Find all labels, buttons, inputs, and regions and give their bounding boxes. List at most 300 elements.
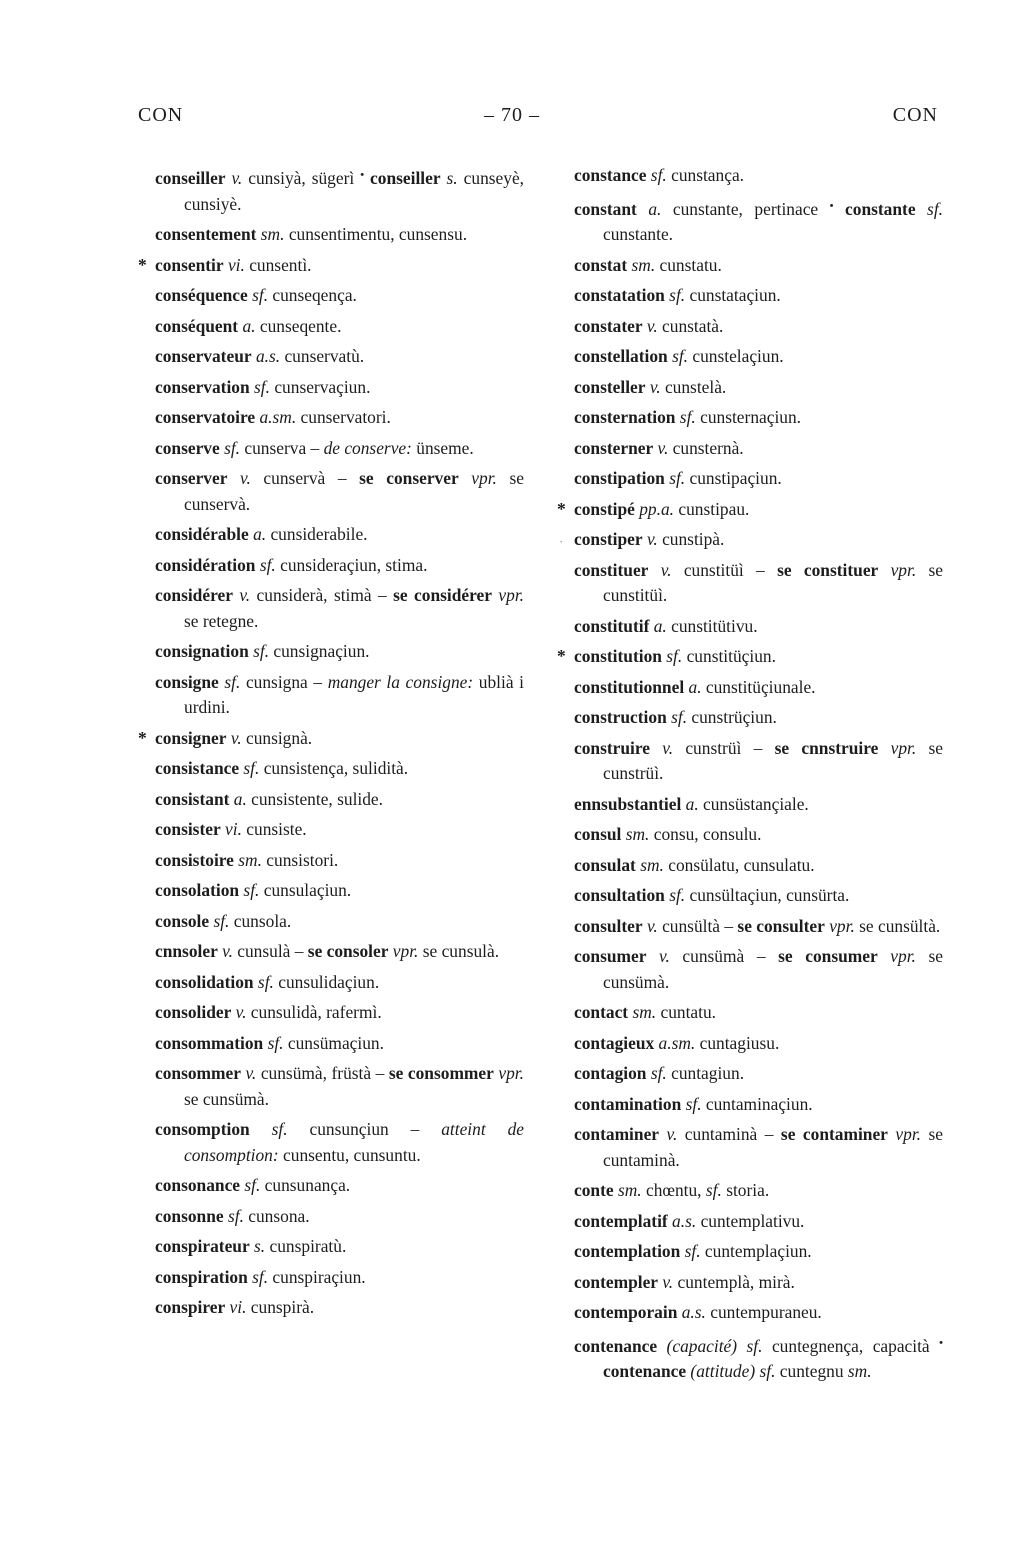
grammar-label: vpr.: [824, 915, 855, 936]
grammar-label: v.: [231, 1002, 247, 1022]
headword: consister: [155, 819, 221, 839]
dictionary-entry: [138, 1173, 524, 1199]
translation-text: cunsulà –: [232, 941, 308, 961]
headword: consigner: [155, 727, 227, 748]
translation-text: cunspiraçiun.: [268, 1266, 366, 1287]
translation-text: cunsistori.: [261, 849, 339, 870]
translation-text: cunsistente, sulide.: [246, 788, 384, 809]
headword: consonne: [155, 1205, 224, 1226]
translation-text: cunsignà.: [241, 727, 313, 748]
headword: se consoler: [307, 941, 389, 961]
grammar-label: sm.: [613, 1180, 642, 1200]
translation-text: cunsigna –: [240, 671, 328, 692]
grammar-label: v.: [217, 941, 233, 961]
translation-text: cunservatori.: [296, 407, 391, 427]
grammar-label: sf.: [664, 468, 686, 488]
grammar-label: a.s.: [677, 1302, 706, 1322]
translation-text: ünseme.: [411, 437, 474, 458]
margin-dot: ·: [559, 534, 564, 549]
grammar-label: pp.a.: [634, 498, 675, 519]
dictionary-entry: [138, 1000, 524, 1026]
translation-text: cunstatu.: [655, 254, 722, 275]
translation-text: cuntegnença, capacità: [762, 1335, 940, 1356]
dictionary-entry: [138, 436, 524, 462]
homonym-separator: •: [360, 169, 365, 181]
grammar-label: sf.: [263, 1032, 284, 1053]
grammar-label: a.sm.: [654, 1032, 696, 1053]
grammar-label: v.: [648, 559, 672, 580]
headword: contamination: [574, 1093, 682, 1114]
headword: construction: [574, 707, 667, 727]
translation-text: cunservà –: [250, 468, 360, 488]
translation-text: se cunsümà.: [603, 946, 943, 992]
dictionary-entry: [557, 675, 943, 701]
dictionary-entry: [138, 670, 524, 721]
column-right: [557, 163, 943, 1390]
translation-text: cunstante.: [603, 224, 674, 244]
homonym-separator: •: [829, 199, 834, 212]
grammar-label: atteint de consomption:: [184, 1119, 525, 1165]
dictionary-entry: [557, 1209, 943, 1235]
headword: consterner: [574, 437, 654, 458]
headword: contempler: [574, 1271, 659, 1292]
grammar-label: sm.: [635, 854, 664, 875]
translation-text: cunsideraçiun, stima.: [275, 554, 428, 575]
translation-text: cunstatà.: [657, 315, 724, 336]
translation-text: cuntaminaçiun.: [701, 1093, 813, 1114]
dictionary-entry: [557, 163, 943, 189]
translation-text: cunsentì.: [244, 254, 312, 275]
headword: consolider: [155, 1002, 232, 1022]
translation-text: cunsümà –: [669, 946, 779, 966]
translation-text: cuntempuraneu.: [705, 1302, 822, 1322]
page-header: [0, 104, 1024, 132]
translation-text: ublià i urdini.: [184, 671, 524, 717]
grammar-label: sf.: [666, 707, 688, 727]
headword: contenance: [574, 1335, 658, 1356]
grammar-label: (capacité) sf.: [657, 1335, 763, 1356]
headword: consistant: [155, 788, 230, 809]
dictionary-entry: [138, 375, 524, 401]
dictionary-entry: [557, 466, 943, 492]
headword: consonance: [155, 1175, 241, 1195]
grammar-label: sm.: [621, 824, 650, 844]
dictionary-entry: [557, 375, 943, 401]
headword: consternation: [574, 407, 676, 427]
dictionary-entry: [138, 970, 524, 996]
dictionary-entry: [138, 909, 524, 935]
dictionary-entry: [557, 883, 943, 909]
headword: constant: [574, 198, 637, 219]
grammar-label: sf.: [661, 646, 683, 666]
dictionary-entry: [557, 1092, 943, 1118]
headword: conseiller: [364, 168, 441, 188]
translation-text: chœntu,: [641, 1180, 706, 1200]
dictionary-entry: [138, 1234, 524, 1260]
translation-text: cunstrüçiun.: [687, 707, 777, 727]
grammar-label: a.s.: [251, 346, 281, 366]
grammar-label: vi.: [223, 254, 245, 275]
translation-text: cuntegnu: [775, 1361, 848, 1381]
dictionary-entry: [557, 194, 943, 248]
grammar-label: v.: [642, 915, 658, 936]
dictionary-entry: [557, 614, 943, 640]
dictionary-entry: [557, 344, 943, 370]
dictionary-entry: [138, 1204, 524, 1230]
headword: conséquent: [155, 315, 239, 336]
headword: construire: [574, 737, 650, 758]
translation-text: cunstrüì –: [673, 737, 775, 758]
dictionary-entry: [557, 1061, 943, 1087]
translation-text: cunstipà.: [657, 529, 725, 549]
grammar-label: a.: [229, 788, 247, 809]
dictionary-entry: [138, 1265, 524, 1291]
translation-text: cunstelà.: [660, 376, 727, 397]
grammar-label: (attitude) sf.: [686, 1361, 776, 1381]
headword: conspiration: [155, 1266, 248, 1287]
headword: contemplation: [574, 1241, 681, 1261]
headword: contact: [574, 1002, 629, 1022]
headword: constatation: [574, 285, 665, 305]
grammar-label: s.: [440, 168, 458, 188]
translation-text: cuntaminà –: [677, 1124, 781, 1144]
grammar-label: a.s.: [667, 1210, 697, 1231]
translation-text: cunstitüì –: [671, 559, 778, 580]
homonym-asterisk: *: [138, 254, 147, 275]
grammar-label: v.: [642, 315, 658, 336]
headword: contemplatif: [574, 1210, 668, 1231]
translation-text: cunstipau.: [674, 498, 750, 519]
grammar-label: v.: [225, 168, 243, 188]
headword: contaminer: [574, 1124, 660, 1144]
grammar-label: sf.: [239, 880, 260, 900]
text-columns: [138, 163, 943, 1390]
headword: console: [155, 910, 210, 931]
grammar-label: sf.: [218, 671, 241, 692]
translation-text: cuntemplaçiun.: [700, 1241, 812, 1261]
headword: considérable: [155, 524, 249, 544]
headword: consistoire: [155, 849, 234, 870]
dictionary-entry: [138, 1117, 524, 1168]
dictionary-entry: [138, 939, 524, 965]
grammar-label: v.: [642, 529, 658, 549]
grammar-label: vpr.: [388, 941, 419, 961]
grammar-label: sf.: [249, 1119, 288, 1139]
headword: consolidation: [155, 971, 254, 992]
headword: consigne: [155, 671, 219, 692]
dictionary-entry: [557, 314, 943, 340]
dictionary-entry: [557, 914, 943, 940]
dictionary-entry: [138, 222, 524, 248]
dictionary-entry: [557, 527, 943, 553]
grammar-label: v.: [646, 946, 670, 966]
grammar-label: sf.: [675, 407, 696, 427]
translation-text: cunstitütivu.: [666, 615, 758, 636]
page-number: – 70 –: [484, 104, 540, 126]
headword: constituer: [574, 559, 649, 580]
translation-text: cunstança.: [666, 165, 745, 185]
headword: consteller: [574, 376, 646, 397]
headword: se considérer: [393, 585, 492, 605]
grammar-label: de conserve:: [323, 437, 412, 458]
translation-text: se cunstrüì.: [603, 737, 944, 783]
dictionary-entry: [138, 848, 524, 874]
translation-text: cunsulidaçiun.: [273, 971, 380, 992]
headword: cnnsoler: [155, 941, 218, 961]
dictionary-entry: [138, 639, 524, 665]
translation-text: cunspirà.: [246, 1297, 315, 1317]
headword: se constituer: [777, 559, 879, 580]
headword: consignation: [155, 641, 249, 661]
headword: consentir: [155, 254, 224, 275]
dictionary-entry: [557, 792, 943, 818]
dictionary-entry: [557, 497, 943, 523]
dictionary-entry: [557, 736, 943, 787]
dictionary-entry: [138, 787, 524, 813]
grammar-label: v.: [232, 585, 251, 605]
grammar-label: a.: [248, 524, 267, 544]
translation-text: cunservatù.: [280, 346, 365, 366]
translation-text: cunsentimentu, cunsensu.: [284, 224, 468, 244]
grammar-label: v.: [645, 376, 661, 397]
dictionary-entry: [138, 253, 524, 279]
translation-text: cunsola.: [229, 910, 292, 931]
headword: constiper: [574, 529, 643, 549]
dictionary-entry: [138, 1295, 524, 1321]
dictionary-entry: [557, 1031, 943, 1057]
translation-text: cunsüstançiale.: [698, 793, 809, 814]
headword: consolation: [155, 880, 240, 900]
translation-text: cunsültaçiun, cunsürta.: [685, 885, 850, 905]
translation-text: cunspiratù.: [265, 1236, 347, 1256]
dictionary-entry: [557, 1239, 943, 1265]
headword: se contaminer: [780, 1124, 888, 1144]
translation-text: cunstitüçiunale.: [701, 676, 816, 697]
translation-text: cuntagiusu.: [695, 1032, 780, 1053]
dictionary-entry: [557, 436, 943, 462]
translation-text: se cuntaminà.: [603, 1124, 943, 1170]
translation-text: se cunsümà.: [184, 1088, 270, 1109]
grammar-label: sf.: [681, 1093, 702, 1114]
translation-text: cuntatu.: [656, 1002, 717, 1022]
headword: consomption: [155, 1119, 250, 1139]
headword: constellation: [574, 346, 668, 366]
headword: constater: [574, 315, 643, 336]
translation-text: consülatu, cunsulatu.: [663, 854, 815, 875]
guide-word-right: CON: [892, 104, 938, 126]
headword: consentement: [155, 224, 257, 244]
translation-text: cunsistença, sulidità.: [259, 758, 409, 778]
headword: consommer: [155, 1063, 241, 1083]
dictionary-entry: [138, 1031, 524, 1057]
translation-text: cunsona.: [243, 1205, 310, 1226]
grammar-label: v.: [658, 1271, 674, 1292]
headword: consommation: [155, 1032, 264, 1053]
dictionary-entry: [557, 405, 943, 431]
grammar-label: a.: [649, 615, 667, 636]
headword: conseiller: [155, 168, 226, 188]
grammar-label: sf.: [248, 641, 270, 661]
headword: se conserver: [359, 468, 459, 488]
headword: conservateur: [155, 346, 252, 366]
translation-text: cunseqença.: [268, 285, 357, 305]
grammar-label: sf.: [249, 376, 270, 397]
dictionary-entry: [138, 817, 524, 843]
grammar-label: sf.: [915, 198, 944, 219]
grammar-label: a.sm.: [255, 407, 297, 427]
headword: conte: [574, 1180, 614, 1200]
grammar-label: sf.: [646, 165, 667, 185]
grammar-label: v.: [653, 437, 669, 458]
grammar-label: sf.: [705, 1180, 722, 1200]
dictionary-entry: [138, 583, 524, 634]
translation-text: cunsulaçiun.: [259, 880, 352, 900]
grammar-label: v.: [226, 727, 242, 748]
grammar-label: sm.: [628, 1002, 657, 1022]
translation-text: se cunsulà.: [418, 941, 500, 961]
headword: conserver: [155, 468, 228, 488]
grammar-label: a.: [636, 198, 662, 219]
translation-text: consu, consulu.: [649, 824, 762, 844]
grammar-label: a.: [681, 793, 699, 814]
headword: constitutionnel: [574, 676, 685, 697]
headword: conservation: [155, 376, 250, 397]
headword: constance: [574, 165, 647, 185]
grammar-label: sf.: [667, 346, 689, 366]
dictionary-entry: [557, 644, 943, 670]
guide-word-left: CON: [138, 104, 184, 126]
dictionary-entry: [557, 283, 943, 309]
headword: se consommer: [388, 1063, 494, 1083]
dictionary-entry: [557, 1178, 943, 1204]
headword: considérer: [155, 585, 233, 605]
grammar-label: vi.: [220, 819, 242, 839]
dictionary-entry: [138, 522, 524, 548]
dictionary-entry: [557, 822, 943, 848]
dictionary-entry: [557, 853, 943, 879]
headword: ennsubstantiel: [574, 793, 682, 814]
translation-text: cunstelaçiun.: [688, 346, 784, 366]
dictionary-entry: [557, 1300, 943, 1326]
grammar-label: sf.: [240, 1175, 261, 1195]
grammar-label: vpr.: [491, 585, 525, 605]
grammar-label: vpr.: [878, 559, 917, 580]
grammar-label: vpr.: [493, 1063, 524, 1083]
translation-text: cunstante, pertinace: [661, 198, 830, 219]
headword: conservatoire: [155, 407, 256, 427]
grammar-label: sf.: [646, 1063, 667, 1083]
headword: consultation: [574, 885, 665, 905]
translation-text: cunsternaçiun.: [695, 407, 802, 427]
grammar-label: sf.: [209, 910, 230, 931]
dictionary-entry: [557, 944, 943, 995]
grammar-label: vi.: [225, 1297, 247, 1317]
headword: se consulter: [737, 915, 825, 936]
translation-text: cunsiderà, stimà –: [250, 585, 394, 605]
grammar-label: sf.: [219, 437, 241, 458]
dictionary-entry: [138, 163, 524, 217]
headword: constitution: [574, 646, 662, 666]
dictionary-entry: [138, 283, 524, 309]
headword: consumer: [574, 946, 647, 966]
dictionary-entry: [138, 466, 524, 517]
dictionary-entry: [138, 756, 524, 782]
grammar-label: s.: [249, 1236, 266, 1256]
homonym-asterisk: *: [138, 727, 147, 748]
headword: constipé: [574, 498, 635, 519]
dictionary-entry: [138, 878, 524, 904]
translation-text: se cunstitüì.: [603, 559, 944, 605]
headword: se cnnstruire: [774, 737, 879, 758]
translation-text: cunstipaçiun.: [685, 468, 782, 488]
grammar-label: vpr.: [887, 1124, 922, 1144]
translation-text: cunsiyà, sügerì: [242, 168, 361, 188]
grammar-label: v.: [227, 468, 251, 488]
grammar-label: vpr.: [877, 946, 916, 966]
translation-text: cunseyè, cunsiyè.: [184, 168, 525, 214]
headword: contemporain: [574, 1302, 678, 1322]
dictionary-entry: [557, 558, 943, 609]
headword: consulat: [574, 854, 636, 875]
dictionary-entry: [557, 1331, 943, 1385]
translation-text: cuntemplativu.: [696, 1210, 805, 1231]
grammar-label: sf.: [680, 1241, 701, 1261]
headword: constante: [833, 198, 916, 219]
grammar-label: sf.: [239, 758, 260, 778]
headword: conspirer: [155, 1297, 226, 1317]
dictionary-entry: [138, 344, 524, 370]
dictionary-entry: [138, 314, 524, 340]
dictionary-entry: [557, 253, 943, 279]
translation-text: cuntagiun.: [666, 1063, 745, 1083]
grammar-label: sf.: [664, 285, 686, 305]
headword: constipation: [574, 468, 665, 488]
translation-text: cuntemplà, mirà.: [673, 1271, 795, 1292]
translation-text: cunsümaçiun.: [283, 1032, 384, 1053]
translation-text: cunsiderabile.: [266, 524, 368, 544]
column-left: [138, 163, 524, 1390]
grammar-label: sm.: [233, 849, 262, 870]
dictionary-entry: [557, 1000, 943, 1026]
dictionary-entry: [138, 553, 524, 579]
grammar-label: v.: [240, 1063, 257, 1083]
headword: conserve: [155, 437, 220, 458]
homonym-asterisk: *: [557, 498, 566, 519]
translation-text: cunserva –: [240, 437, 324, 458]
translation-text: cunsentu, cunsuntu.: [278, 1144, 421, 1165]
translation-text: storia.: [721, 1180, 770, 1200]
translation-text: se cunservà.: [184, 468, 525, 514]
homonym-separator: •: [939, 1336, 943, 1349]
grammar-label: v.: [650, 737, 674, 758]
headword: consulter: [574, 915, 643, 936]
grammar-label: sf.: [664, 885, 686, 905]
headword: contenance: [603, 1361, 687, 1381]
headword: constat: [574, 254, 628, 275]
headword: conspirateur: [155, 1236, 250, 1256]
translation-text: cunsiste.: [241, 819, 307, 839]
translation-text: cunservaçiun.: [269, 376, 371, 397]
grammar-label: v.: [659, 1124, 678, 1144]
translation-text: se retegne.: [184, 610, 259, 631]
grammar-label: sm.: [847, 1361, 872, 1381]
headword: se consumer: [778, 946, 878, 966]
grammar-label: sm.: [256, 224, 285, 244]
grammar-label: sf.: [247, 285, 269, 305]
translation-text: cunstataçiun.: [685, 285, 781, 305]
headword: conséquence: [155, 285, 248, 305]
grammar-label: sf.: [223, 1205, 244, 1226]
